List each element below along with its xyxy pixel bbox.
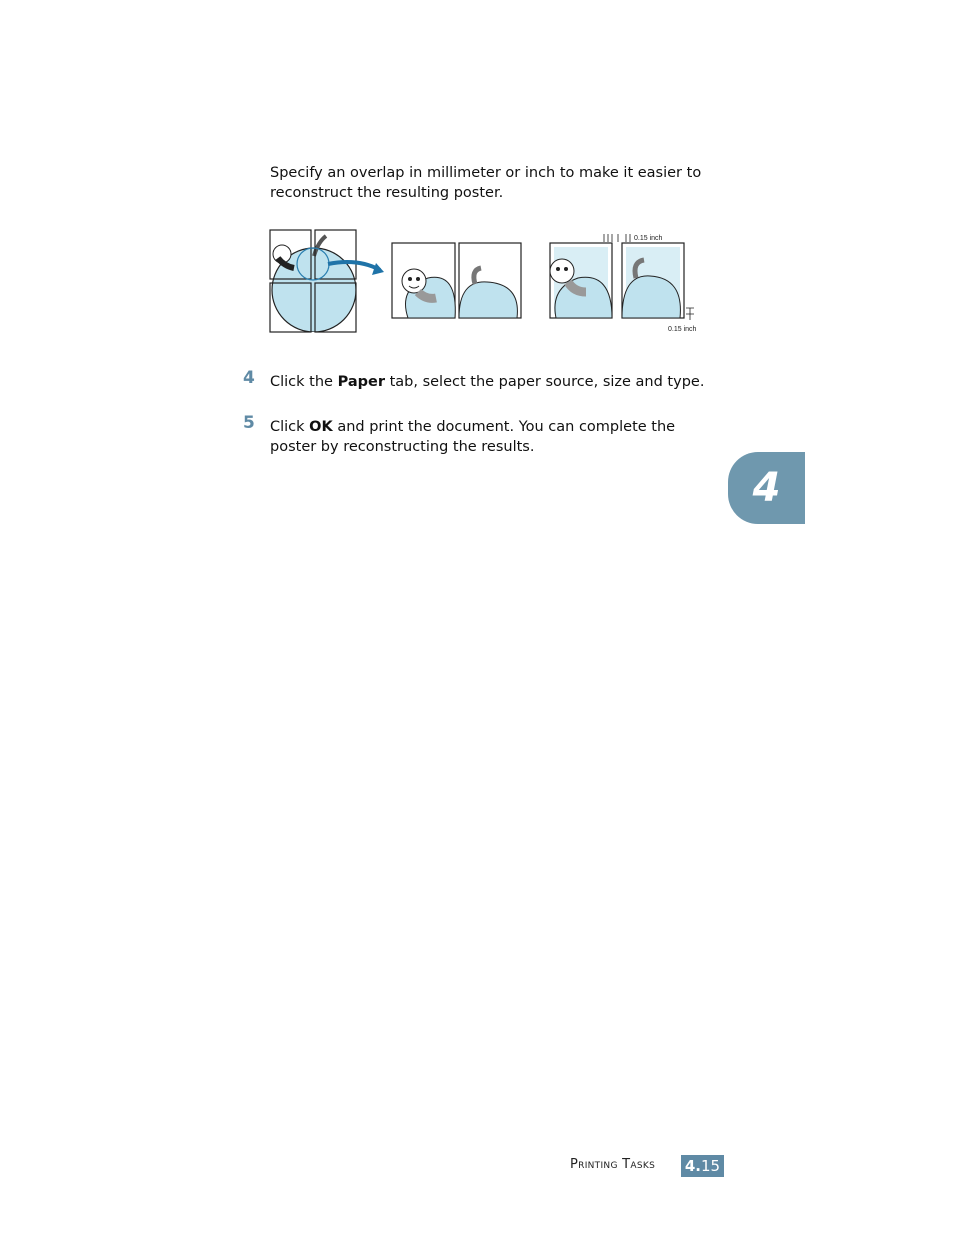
intro-paragraph: Specify an overlap in millimeter or inch to make it easier to reconstruct the resulting poster. (270, 165, 702, 201)
chapter-tab: 4 (728, 452, 805, 524)
overlap-label-side: 0.15 inch (668, 326, 697, 333)
ui-term-paper: Paper (337, 374, 385, 390)
footer-section-title: Printing Tasks (570, 1157, 656, 1172)
step-text: Click the Paper tab, select the paper source, size and type. (270, 374, 705, 390)
poster-overlap-illustration (268, 226, 708, 338)
ui-term-ok: OK (309, 419, 333, 435)
step-text: Click OK and print the document. You can complete the poster by reconstructing the results. (270, 419, 676, 455)
tiled-poster-icon (270, 230, 384, 332)
step-number: 4 (243, 368, 255, 388)
overlapped-tiles-icon (550, 234, 697, 333)
overlap-label-top: 0.15 inch (634, 235, 663, 242)
footer-page-number: 4.15 (681, 1155, 724, 1177)
separated-tiles-icon (392, 243, 521, 318)
step-number: 5 (243, 413, 255, 433)
